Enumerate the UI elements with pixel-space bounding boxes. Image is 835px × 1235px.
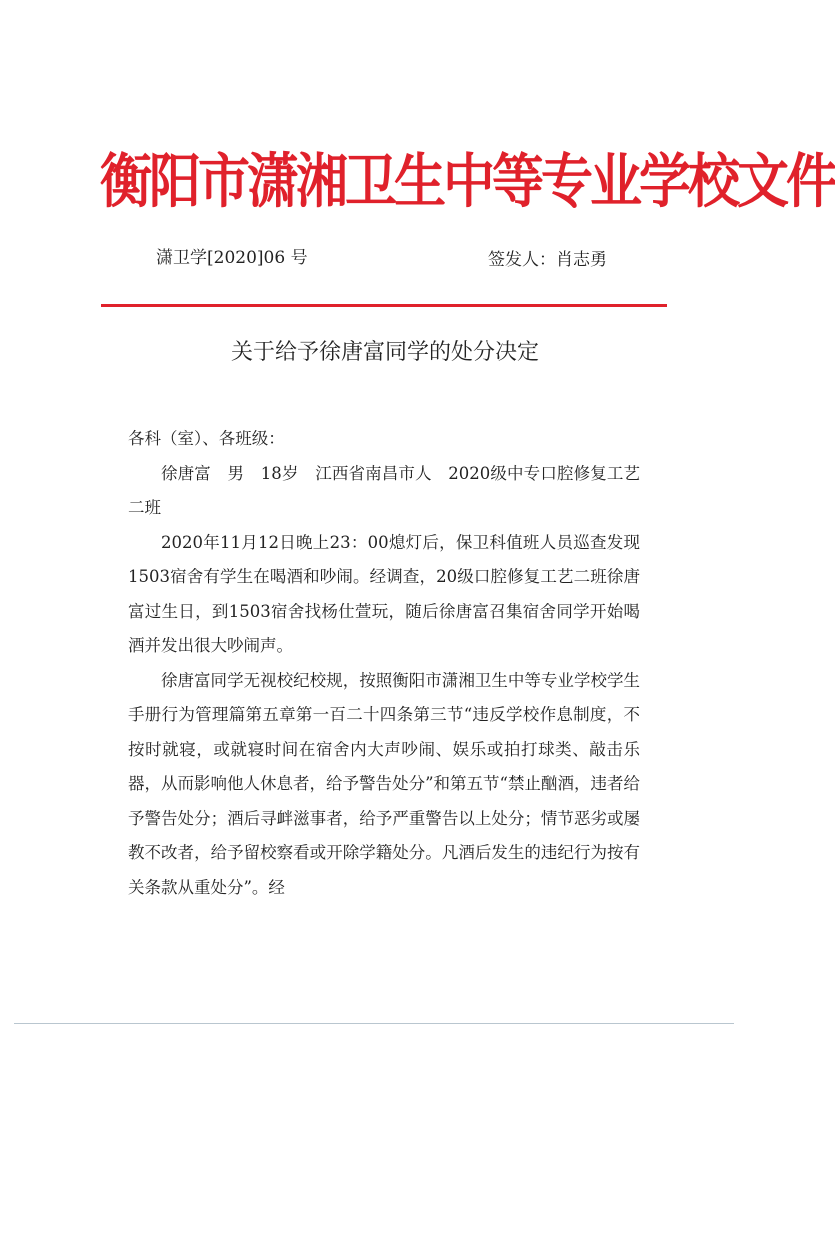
header-red-divider: [101, 304, 667, 307]
body-paragraph-regulation: 徐唐富同学无视校纪校规，按照衡阳市潇湘卫生中等专业学校学生手册行为管理篇第五章第一百二十四条第三节“违反学校作息制度，不按时就寝，或就寝时间在宿舍内大声吵闹、娱乐或拍打球类、敲击乐器，从而影响他人休息者，给予警告处分”和第五节“禁止酗酒，违者给予警告处分；酒后寻衅滋事者，给予严重警告以上处分；情节恶劣或屡教不改者，给予留校察看或开除学籍处分。凡酒后发生的违纪行为按有关条款从重处分”。经: [128, 670, 640, 897]
document-body: [128, 422, 640, 905]
issuing-organization-title: 衡阳市潇湘卫生中等专业学校文件: [100, 147, 835, 216]
document-number: 潇卫学[2020]06 号: [156, 248, 308, 268]
body-paragraph-student-info: 徐唐富 男 18岁 江西省南昌市人 2020级中专口腔修复工艺二班: [128, 463, 640, 517]
signer: 签发人：肖志勇: [488, 250, 607, 270]
page-bottom-edge-line: [14, 1023, 734, 1024]
body-paragraph-incident: 2020年11月12日晚上23：00熄灯后，保卫科值班人员巡查发现1503宿舍有学生在喝酒和吵闹。经调查，20级口腔修复工艺二班徐唐富过生日，到1503宿舍找杨仕萱玩，随后徐唐富召集宿舍同学开始喝酒并发出很大吵闹声。: [128, 532, 640, 655]
document-title: 关于给予徐唐富同学的处分决定: [230, 340, 539, 365]
salutation: 各科（室）、各班级：: [128, 429, 285, 448]
